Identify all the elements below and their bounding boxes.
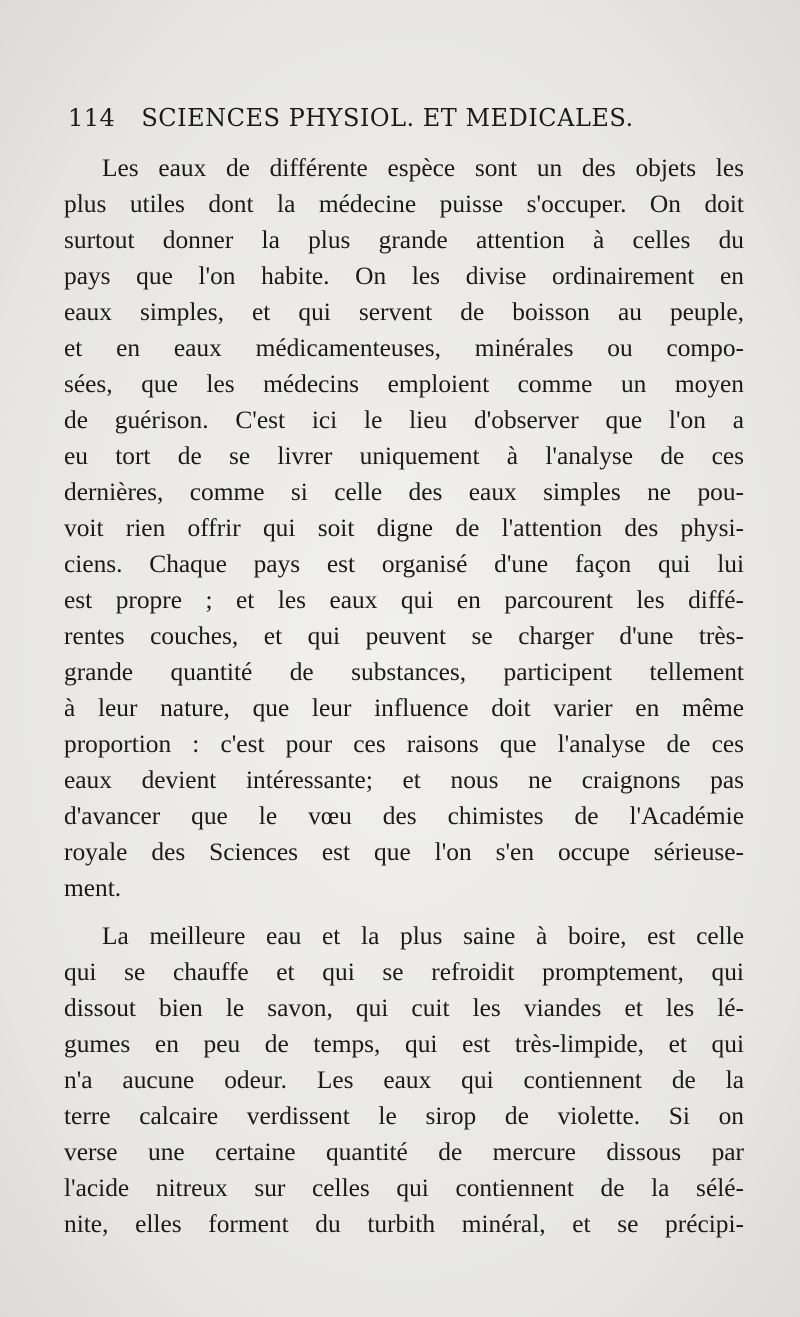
paragraph-2 (64, 918, 744, 1242)
text-line: n'a aucune odeur. Les eaux qui contiennent de la (64, 1066, 744, 1094)
page-number: 114 (68, 104, 116, 132)
text-line: sées, que les médecins emploient comme un moyen (64, 370, 744, 398)
text-line: surtout donner la plus grande attention à celles du (64, 226, 744, 254)
running-title: SCIENCES PHYSIOL. ET MEDICALES. (141, 104, 634, 132)
body-text (64, 150, 744, 1242)
text-line: terre calcaire verdissent le sirop de violette. Si on (64, 1102, 744, 1130)
text-line: l'acide nitreux sur celles qui contiennent de la sélé- (64, 1174, 744, 1202)
text-line: de guérison. C'est ici le lieu d'observer que l'on a (64, 406, 744, 434)
text-line: est propre ; et les eaux qui en parcourent les diffé- (64, 586, 744, 614)
text-line: eaux devient intéressante; et nous ne craignons pas (64, 766, 744, 794)
text-line: dernières, comme si celle des eaux simples ne pou- (64, 478, 744, 506)
text-line: d'avancer que le vœu des chimistes de l'Académie (64, 802, 744, 830)
text-line: ment. (64, 874, 122, 902)
text-line: ciens. Chaque pays est organisé d'une façon qui lui (64, 550, 744, 578)
text-line: proportion : c'est pour ces raisons que l'analyse de ces (64, 730, 744, 758)
text-line: grande quantité de substances, participent tellement (64, 658, 744, 686)
text-line: voit rien offrir qui soit digne de l'attention des physi- (64, 514, 744, 542)
text-line: La meilleure eau et la plus saine à boire, est celle (102, 922, 744, 950)
text-line: Les eaux de différente espèce sont un des objets les (102, 154, 744, 182)
text-line: royale des Sciences est que l'on s'en occupe sérieuse- (64, 838, 744, 866)
text-line: eaux simples, et qui servent de boisson au peuple, (64, 298, 744, 326)
text-line: pays que l'on habite. On les divise ordinairement en (64, 262, 744, 290)
text-line: gumes en peu de temps, qui est très-limpide, et qui (64, 1030, 744, 1058)
text-line: eu tort de se livrer uniquement à l'analyse de ces (64, 442, 744, 470)
text-line: et en eaux médicamenteuses, minérales ou compo- (64, 334, 744, 362)
text-line: verse une certaine quantité de mercure dissous par (64, 1138, 744, 1166)
text-line: nite, elles forment du turbith minéral, et se précipi- (64, 1210, 744, 1238)
paragraph-1 (64, 150, 744, 906)
running-header (68, 104, 708, 132)
text-line: plus utiles dont la médecine puisse s'occuper. On doit (64, 190, 744, 218)
text-line: rentes couches, et qui peuvent se charger d'une très- (64, 622, 744, 650)
text-line: dissout bien le savon, qui cuit les viandes et les lé- (64, 994, 744, 1022)
text-line: qui se chauffe et qui se refroidit promptement, qui (64, 958, 744, 986)
text-line: à leur nature, que leur influence doit varier en même (64, 694, 744, 722)
